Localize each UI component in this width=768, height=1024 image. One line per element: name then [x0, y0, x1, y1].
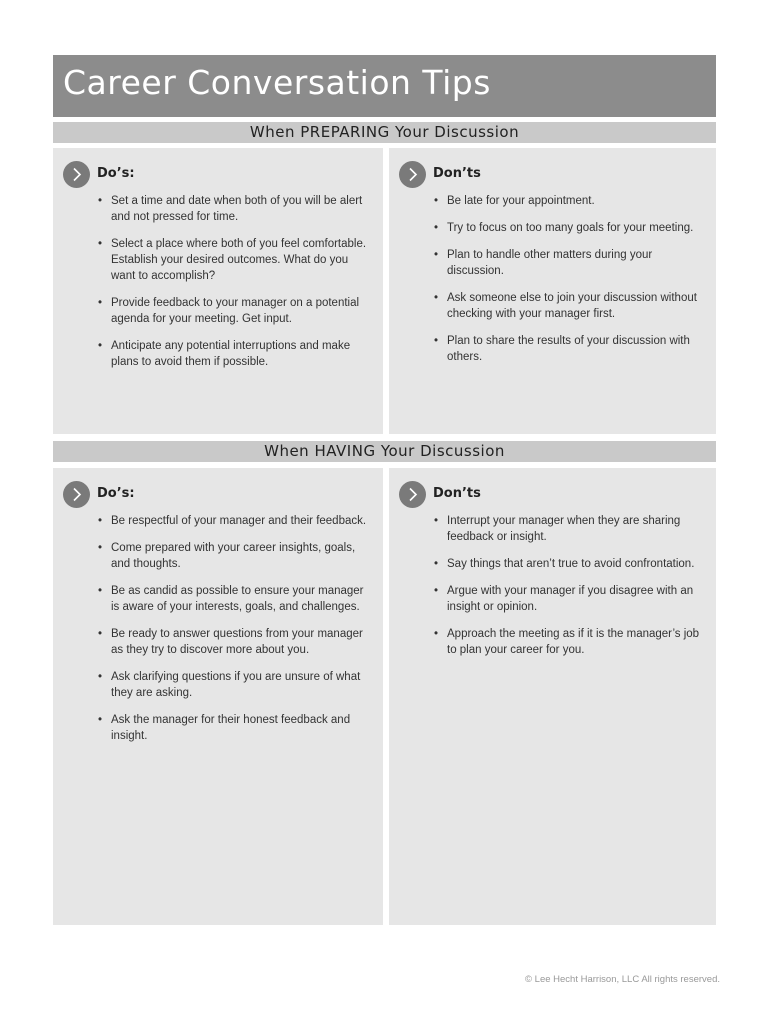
list-item: • Anticipate any potential interruptions and make plans to avoid them if possible.	[98, 338, 370, 370]
list-item: • Provide feedback to your manager on a potential agenda for your meeting. Get input.	[98, 295, 370, 327]
list-item: • Be as candid as possible to ensure your manager is aware of your interests, goals, and challenges.	[98, 583, 370, 615]
list-item: • Set a time and date when both of you will be alert and not pressed for time.	[98, 193, 370, 225]
panel-having-donts	[389, 468, 716, 925]
page-title: Career Conversation Tips	[63, 63, 491, 102]
tips-list	[434, 513, 702, 669]
chevron-right-icon	[63, 481, 90, 508]
list-item: • Plan to handle other matters during your discussion.	[434, 247, 702, 279]
panel-having-dos	[53, 468, 383, 925]
panel-title-dos: Do’s:	[97, 166, 135, 181]
tips-list	[434, 193, 702, 376]
tips-list	[98, 513, 370, 755]
tips-list	[98, 193, 370, 381]
panel-preparing-dos	[53, 148, 383, 434]
list-item: • Ask clarifying questions if you are unsure of what they are asking.	[98, 669, 370, 701]
panel-title-dos: Do’s:	[97, 486, 135, 501]
list-item: • Select a place where both of you feel comfortable. Establish your desired outcomes. What do you want to accomplish?	[98, 236, 370, 284]
list-item: • Ask someone else to join your discussion without checking with your manager first.	[434, 290, 702, 322]
list-item: • Be respectful of your manager and their feedback.	[98, 513, 370, 529]
list-item: • Come prepared with your career insights, goals, and thoughts.	[98, 540, 370, 572]
panel-title-donts: Don’ts	[433, 166, 481, 181]
section-header-having: When HAVING Your Discussion	[53, 441, 716, 462]
list-item: • Be late for your appointment.	[434, 193, 702, 209]
list-item: • Argue with your manager if you disagree with an insight or opinion.	[434, 583, 702, 615]
list-item: • Say things that aren’t true to avoid confrontation.	[434, 556, 702, 572]
list-item: • Interrupt your manager when they are sharing feedback or insight.	[434, 513, 702, 545]
chevron-right-icon	[399, 481, 426, 508]
chevron-right-icon	[399, 161, 426, 188]
chevron-right-icon	[63, 161, 90, 188]
list-item: • Plan to share the results of your discussion with others.	[434, 333, 702, 365]
list-item: • Ask the manager for their honest feedback and insight.	[98, 712, 370, 744]
panel-title-donts: Don’ts	[433, 486, 481, 501]
list-item: • Be ready to answer questions from your manager as they try to discover more about you.	[98, 626, 370, 658]
panel-preparing-donts	[389, 148, 716, 434]
section-header-preparing: When PREPARING Your Discussion	[53, 122, 716, 143]
title-banner	[53, 55, 716, 117]
copyright-footer: © Lee Hecht Harrison, LLC All rights reserved.	[525, 974, 720, 985]
list-item: • Try to focus on too many goals for your meeting.	[434, 220, 702, 236]
list-item: • Approach the meeting as if it is the manager’s job to plan your career for you.	[434, 626, 702, 658]
